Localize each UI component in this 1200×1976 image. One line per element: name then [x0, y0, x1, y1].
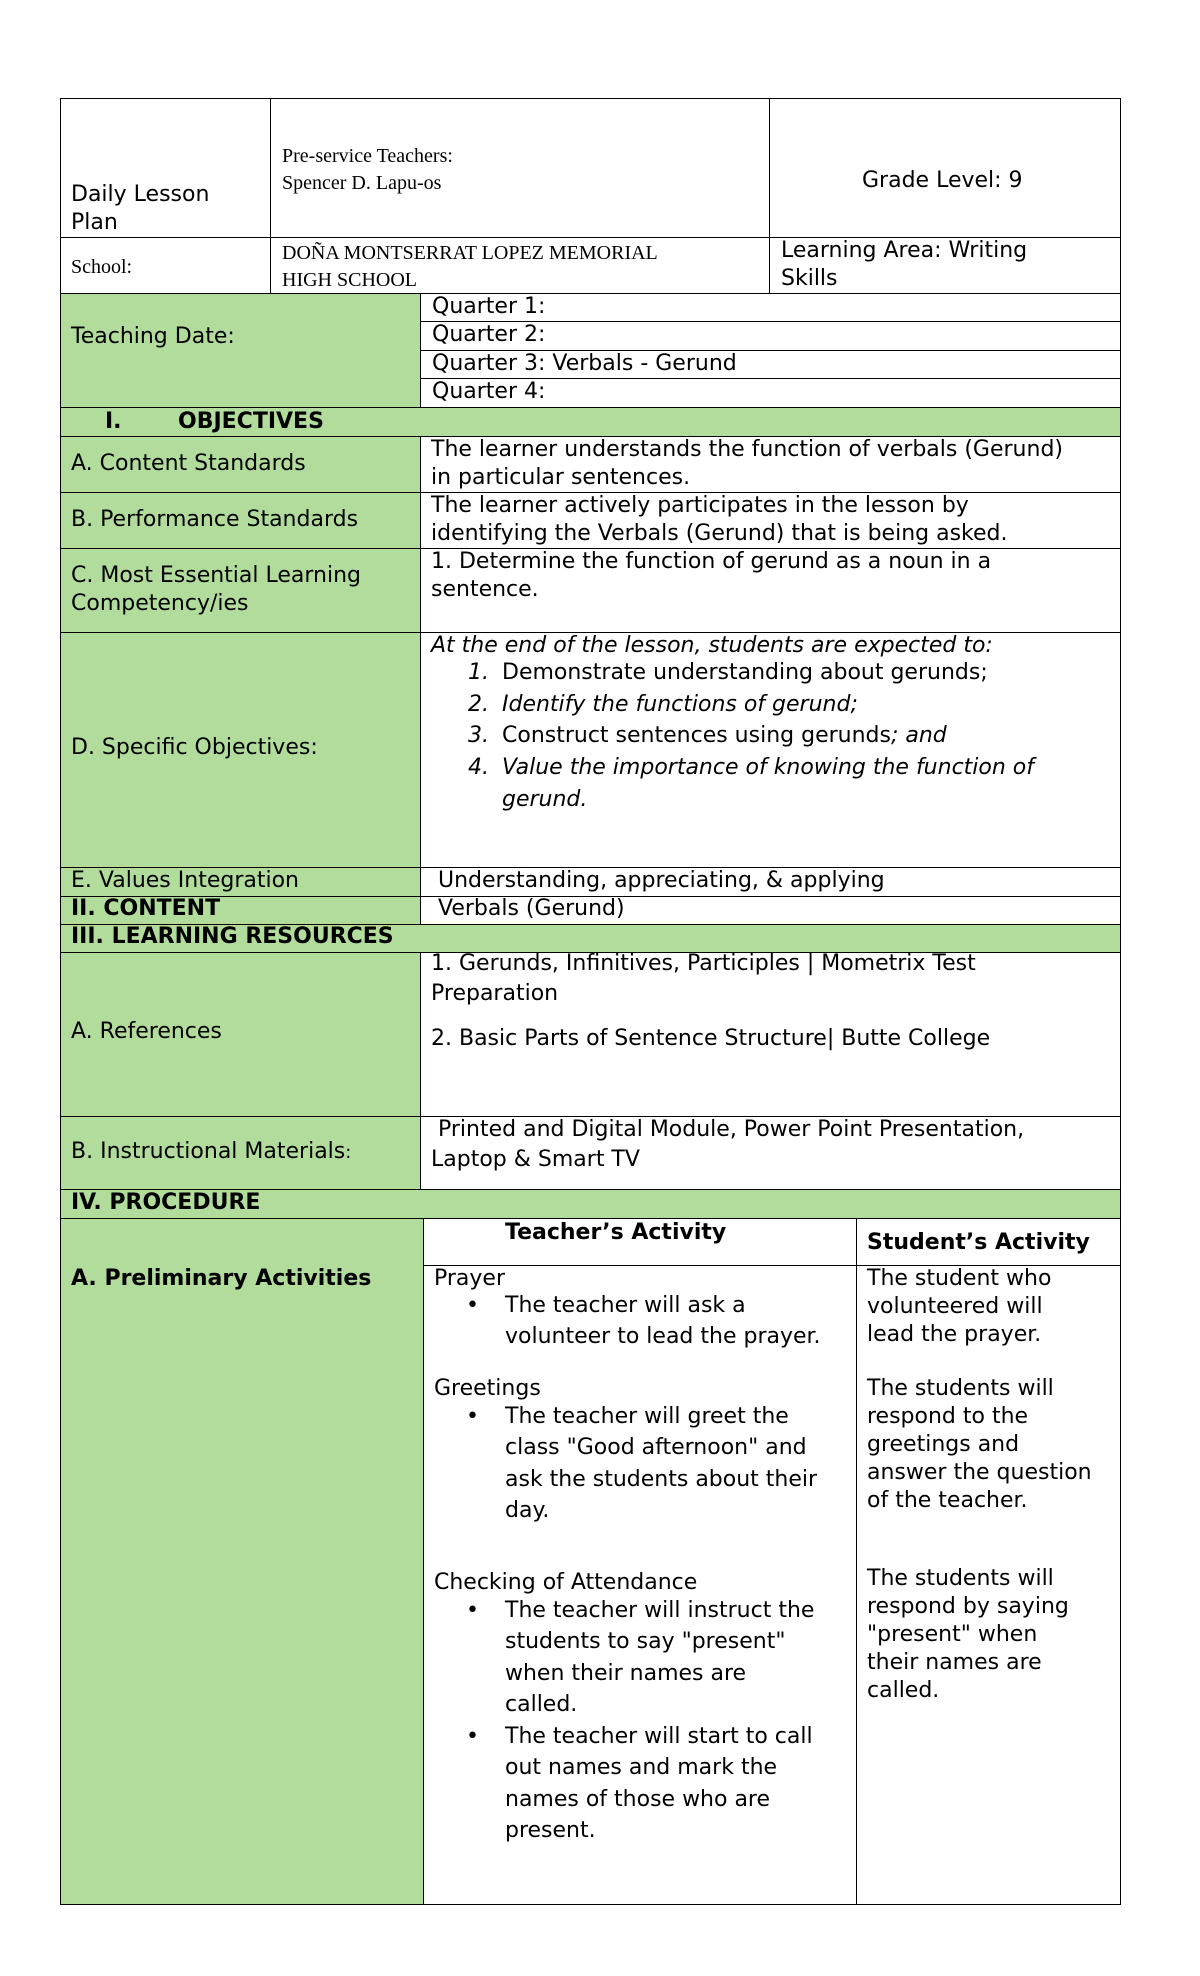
specific-objective-1-num: 1. — [468, 660, 489, 685]
greetings-bullet-line3: ask the students about their — [505, 1467, 818, 1492]
attendance-bullet2-icon: • — [466, 1724, 479, 1749]
values-text: Understanding, appreciating, & applying — [438, 868, 885, 893]
attendance-bullet2-line1: The teacher will start to call — [505, 1724, 813, 1749]
melc-line2: sentence. — [431, 577, 539, 602]
student-greetings-line2: respond to the — [867, 1404, 1029, 1429]
specific-objective-3-suffix: ; and — [890, 723, 947, 748]
melc-label-line2: Competency/ies — [71, 591, 249, 616]
performance-standards-label: B. Performance Standards — [71, 507, 359, 532]
content-text: Verbals (Gerund) — [438, 896, 625, 921]
objectives-heading-num: I. — [105, 409, 122, 434]
values-label: E. Values Integration — [71, 868, 299, 893]
student-attendance-line5: called. — [867, 1678, 940, 1703]
attendance-bullet1-line4: called. — [505, 1692, 578, 1717]
performance-standards-line2: identifying the Verbals (Gerund) that is being asked. — [431, 521, 1008, 546]
materials-line2: Laptop & Smart TV — [431, 1147, 640, 1172]
reference-2: 2. Basic Parts of Sentence Structure| Butte College — [431, 1026, 991, 1051]
materials-label-text: B. Instructional Materials — [71, 1139, 346, 1164]
performance-standards-line1: The learner actively participates in the lesson by — [431, 493, 969, 518]
materials-label — [71, 1138, 351, 1167]
quarter-2: Quarter 2: — [432, 322, 546, 347]
specific-objective-2-num: 2. — [468, 692, 489, 717]
greetings-bullet-icon: • — [466, 1404, 479, 1429]
student-greetings-line5: of the teacher. — [867, 1488, 1028, 1513]
content-standards-line2: in particular sentences. — [431, 465, 691, 490]
specific-objective-4-line2: gerund. — [502, 787, 588, 812]
student-attendance-line4: their names are — [867, 1650, 1042, 1675]
quarter-1: Quarter 1: — [432, 294, 546, 319]
student-attendance-line3: "present" when — [867, 1622, 1038, 1647]
school-label: School: — [71, 256, 133, 278]
student-prayer-line3: lead the prayer. — [867, 1322, 1042, 1347]
attendance-bullet1-line2: students to say "present" — [505, 1629, 786, 1654]
attendance-bullet2-line4: present. — [505, 1818, 596, 1843]
student-greetings-line3: greetings and — [867, 1432, 1020, 1457]
grade-level: Grade Level: 9 — [862, 168, 1023, 193]
attendance-bullet2-line3: names of those who are — [505, 1787, 771, 1812]
learning-area-line1: Learning Area: Writing — [781, 238, 1028, 263]
student-greetings-line1: The students will — [867, 1376, 1054, 1401]
learning-area-line2: Skills — [781, 266, 838, 291]
content-standards-line1: The learner understands the function of verbals (Gerund) — [431, 437, 1063, 462]
attendance-bullet1-icon: • — [466, 1598, 479, 1623]
prayer-bullet-line2: volunteer to lead the prayer. — [505, 1324, 821, 1349]
specific-objective-4-text: Value the importance of knowing the function of — [502, 755, 1035, 780]
student-greetings-line4: answer the question — [867, 1460, 1092, 1485]
specific-objective-4-num: 4. — [468, 755, 489, 780]
quarter-4: Quarter 4: — [432, 379, 546, 404]
student-activity-header: Student’s Activity — [867, 1230, 1090, 1255]
procedure-heading: IV. PROCEDURE — [71, 1190, 261, 1215]
procedure-left-column — [60, 1218, 424, 1905]
specific-objectives-intro: At the end of the lesson, students are expected to: — [431, 633, 993, 658]
dlp-title-line1: Daily Lesson — [71, 182, 210, 207]
preservice-label: Pre-service Teachers: — [282, 145, 453, 167]
school-name-line2: HIGH SCHOOL — [282, 269, 417, 291]
greetings-bullet-line1: The teacher will greet the — [505, 1404, 789, 1429]
materials-label-colon: : — [345, 1142, 352, 1163]
preservice-name: Spencer D. Lapu-os — [282, 172, 442, 194]
specific-objective-3-main: Construct sentences using gerunds — [502, 723, 891, 748]
student-attendance-line1: The students will — [867, 1566, 1054, 1591]
school-name-line1: DOÑA MONTSERRAT LOPEZ MEMORIAL — [282, 242, 658, 264]
specific-objective-1 — [468, 659, 988, 687]
specific-objective-1-text: Demonstrate understanding about gerunds; — [502, 660, 988, 685]
quarter-3: Quarter 3: Verbals - Gerund — [432, 351, 737, 376]
specific-objective-2-text: Identify the functions of gerund; — [502, 692, 858, 717]
student-prayer-line2: volunteered will — [867, 1294, 1043, 1319]
objectives-heading: OBJECTIVES — [178, 409, 324, 434]
specific-objective-3 — [468, 722, 947, 750]
specific-objective-4 — [468, 754, 1035, 782]
prayer-bullet-line1: The teacher will ask a — [505, 1293, 746, 1318]
greetings-title: Greetings — [434, 1376, 541, 1401]
resources-heading: III. LEARNING RESOURCES — [71, 924, 394, 949]
melc-line1: 1. Determine the function of gerund as a noun in a — [431, 549, 992, 574]
content-standards-label: A. Content Standards — [71, 451, 306, 476]
student-attendance-line2: respond by saying — [867, 1594, 1069, 1619]
specific-objective-2 — [468, 691, 858, 719]
materials-line1: Printed and Digital Module, Power Point Presentation, — [431, 1117, 1025, 1142]
greetings-bullet-line4: day. — [505, 1498, 550, 1523]
preliminary-activities-label: A. Preliminary Activities — [71, 1266, 372, 1291]
teaching-date-label: Teaching Date: — [71, 324, 235, 349]
attendance-bullet2-line2: out names and mark the — [505, 1755, 778, 1780]
specific-objective-3-num: 3. — [468, 723, 489, 748]
prayer-title: Prayer — [434, 1266, 506, 1291]
melc-label-line1: C. Most Essential Learning — [71, 563, 362, 588]
specific-objectives-label: D. Specific Objectives: — [71, 735, 318, 760]
content-heading: II. CONTENT — [71, 896, 221, 921]
student-prayer-line1: The student who — [867, 1266, 1052, 1291]
attendance-bullet1-line3: when their names are — [505, 1661, 747, 1686]
greetings-bullet-line2: class "Good afternoon" and — [505, 1435, 807, 1460]
attendance-bullet1-line1: The teacher will instruct the — [505, 1598, 815, 1623]
dlp-title-line2: Plan — [71, 210, 118, 235]
teacher-activity-header: Teacher’s Activity — [505, 1220, 727, 1245]
reference-1-line1: 1. Gerunds, Infinitives, Participles | Mometrix Test — [431, 951, 976, 976]
specific-objective-3-text — [502, 722, 947, 750]
reference-1-line2: Preparation — [431, 981, 559, 1006]
prayer-bullet-icon: • — [466, 1293, 479, 1318]
references-label: A. References — [71, 1019, 222, 1044]
attendance-title: Checking of Attendance — [434, 1570, 698, 1595]
